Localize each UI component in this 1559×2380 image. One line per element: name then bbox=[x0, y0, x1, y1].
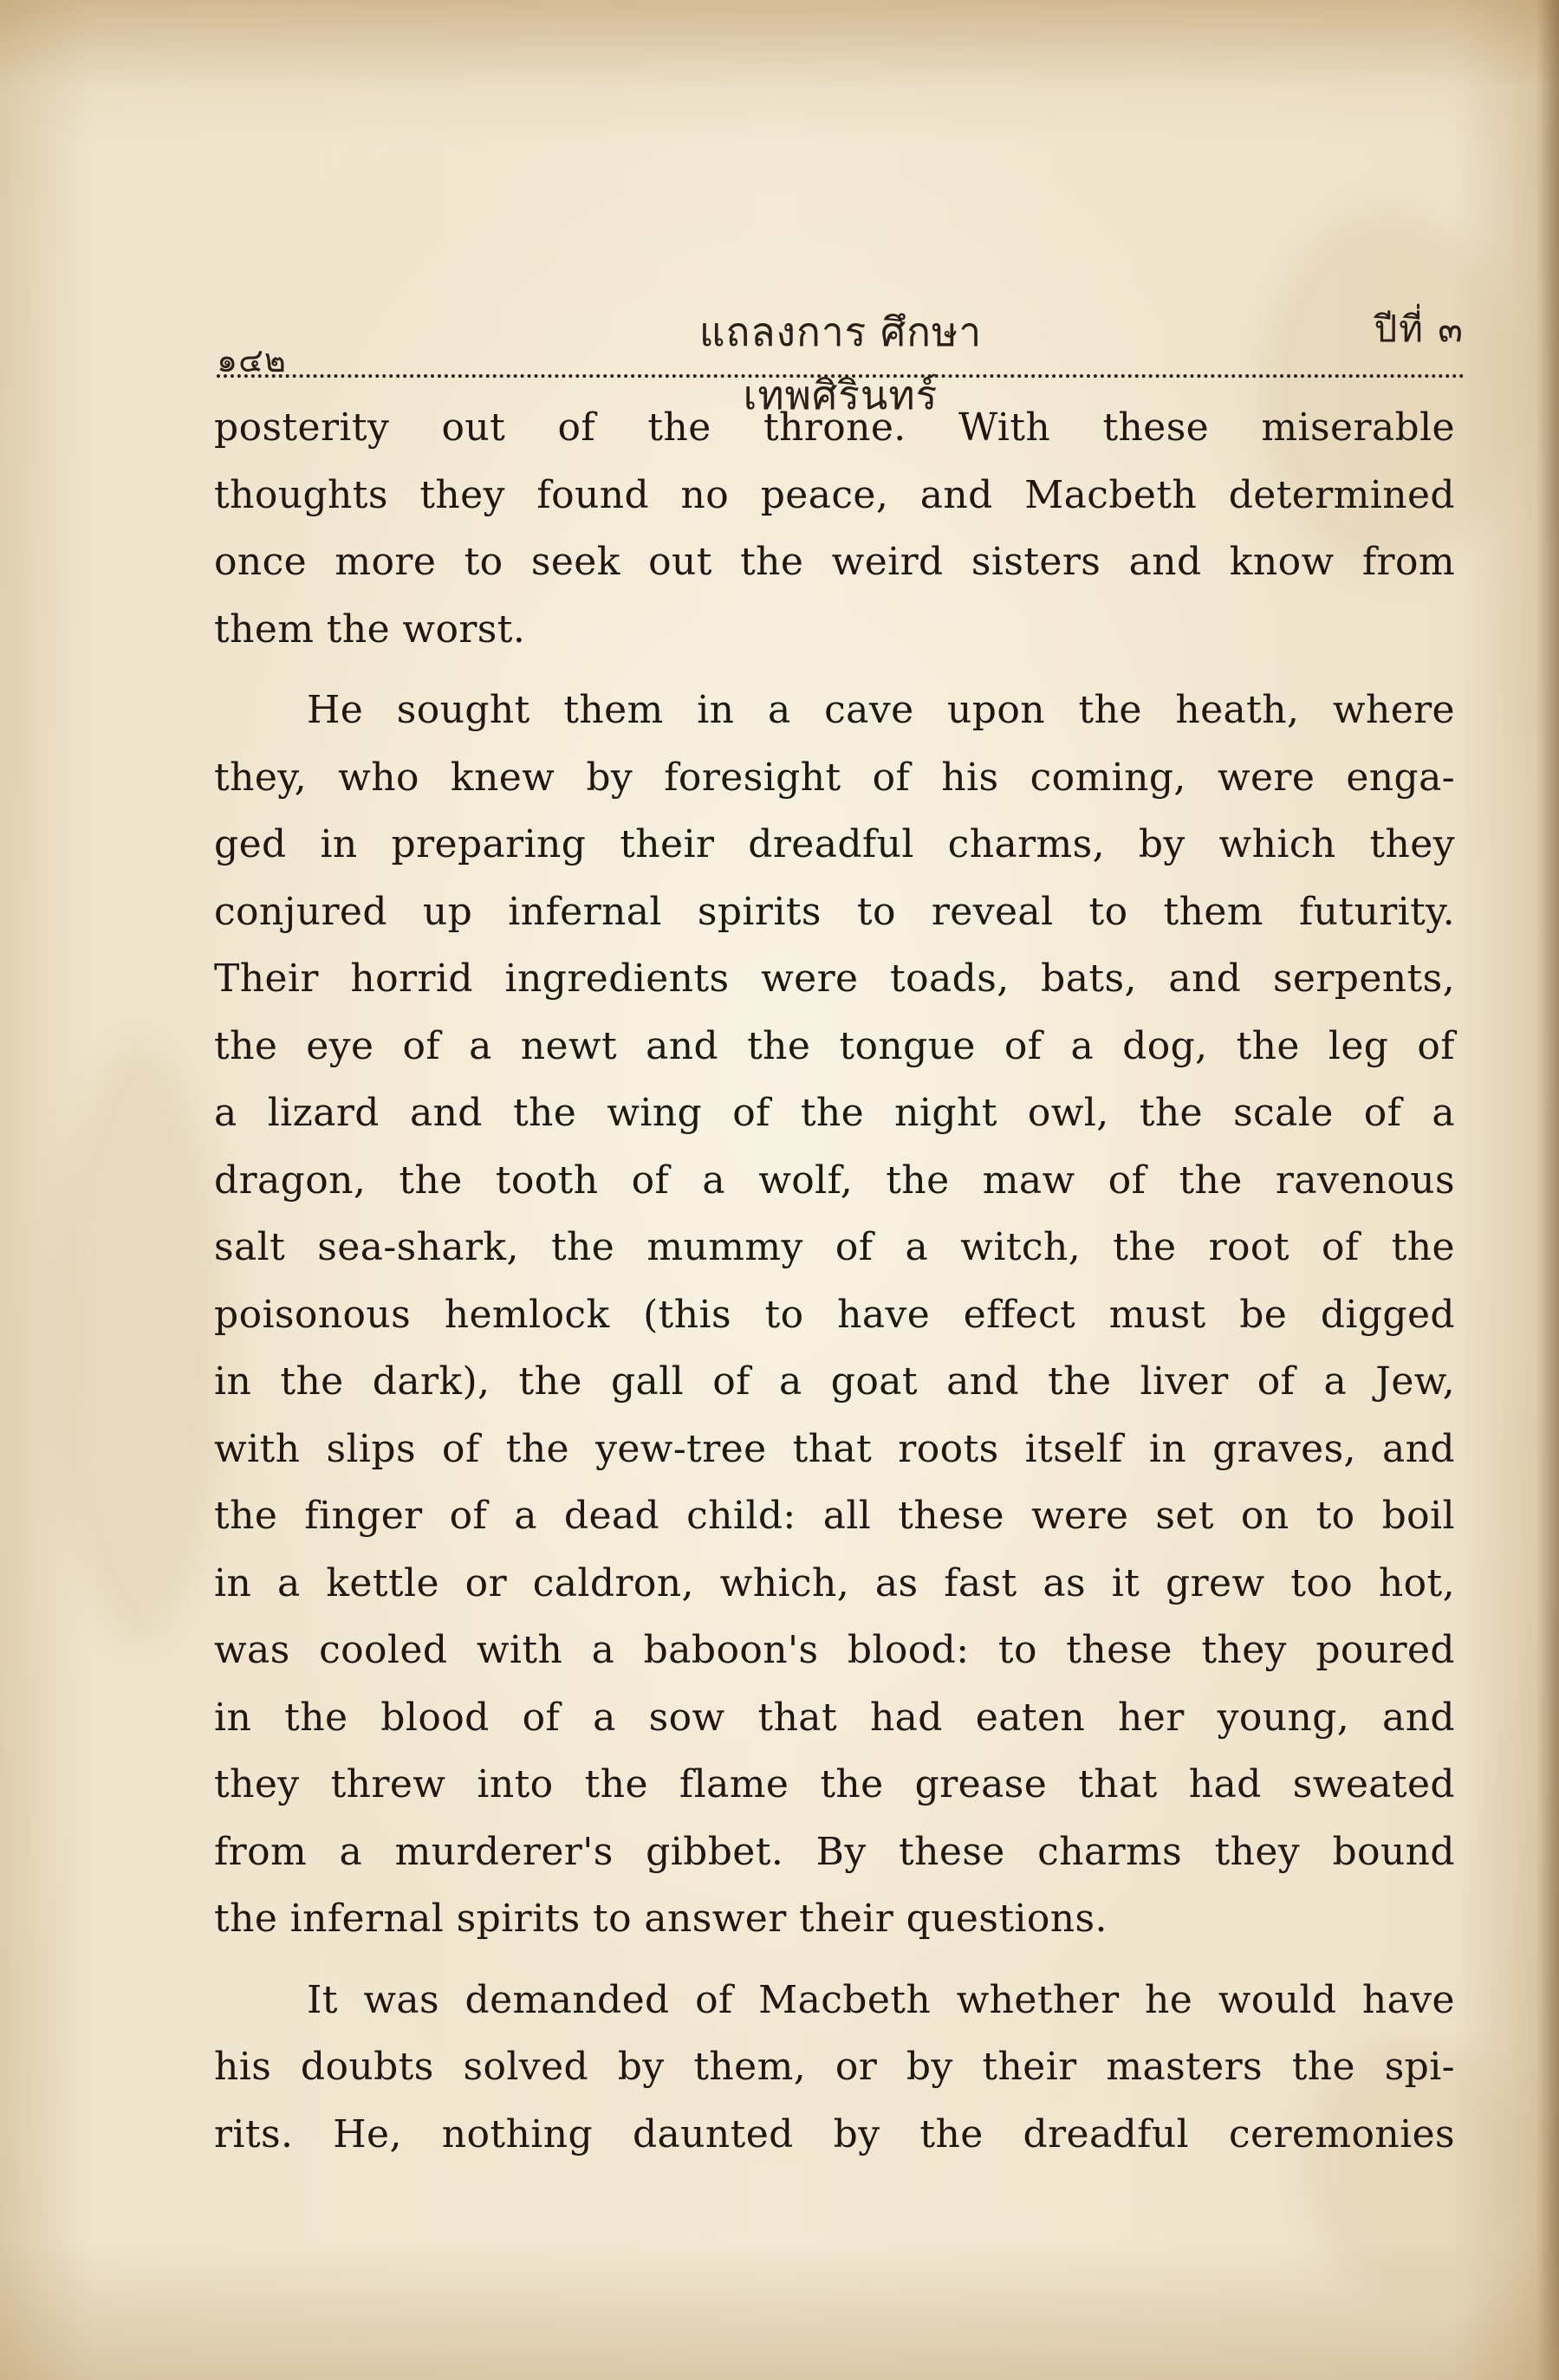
text-line: rits. He, nothing daunted by the dreadful ceremonies bbox=[214, 2111, 1455, 2156]
body-text bbox=[214, 394, 1455, 2168]
text-line: thoughts they found no peace, and Macbeth determined bbox=[214, 472, 1455, 517]
paragraph-gap bbox=[214, 663, 1455, 677]
text-line: He sought them in a cave upon the heath, where bbox=[307, 688, 1455, 732]
header-divider bbox=[217, 374, 1465, 378]
text-line: It was demanded of Macbeth whether he would have bbox=[307, 1977, 1455, 2022]
text-line: with slips of the yew-tree that roots itself in graves, and bbox=[214, 1426, 1455, 1471]
text-line: once more to seek out the weird sisters and know from bbox=[214, 540, 1455, 584]
text-line: posterity out of the throne. With these miserable bbox=[214, 405, 1455, 450]
text-line: them the worst. bbox=[214, 606, 526, 652]
text-line: the eye of a newt and the tongue of a dog, the leg of bbox=[214, 1023, 1455, 1068]
text-line: a lizard and the wing of the night owl, the scale of a bbox=[214, 1091, 1455, 1135]
text-line: was cooled with a baboon's blood: to these they poured bbox=[214, 1628, 1455, 1672]
text-line: the infernal spirits to answer their questions. bbox=[214, 1897, 1108, 1941]
text-line: in a kettle or caldron, which, as fast as it grew too hot, bbox=[214, 1560, 1455, 1605]
paper-stain bbox=[52, 1040, 225, 1646]
text-line: in the dark), the gall of a goat and the liver of a Jew, bbox=[214, 1359, 1455, 1404]
text-line: they threw into the flame the grease that had sweated bbox=[214, 1762, 1455, 1806]
page-number: ๑๔๒ bbox=[217, 341, 287, 379]
text-line: conjured up infernal spirits to reveal to them futurity. bbox=[214, 889, 1455, 934]
text-line: in the blood of a sow that had eaten her young, and bbox=[214, 1695, 1455, 1740]
paragraph bbox=[214, 1967, 1455, 2169]
text-line: ged in preparing their dreadful charms, by which they bbox=[214, 822, 1455, 866]
paragraph-gap bbox=[214, 1953, 1455, 1967]
text-line: the finger of a dead child: all these were set on to boil bbox=[214, 1494, 1455, 1538]
text-line: from a murderer's gibbet. By these charms they bound bbox=[214, 1829, 1455, 1874]
paragraph bbox=[214, 677, 1455, 1953]
page-edge bbox=[1536, 0, 1559, 2380]
text-line: they, who knew by foresight of his coming, were enga- bbox=[214, 755, 1455, 800]
text-line: dragon, the tooth of a wolf, the maw of the ravenous bbox=[214, 1158, 1455, 1203]
text-line: his doubts solved by them, or by their masters the spi- bbox=[214, 2045, 1455, 2089]
paragraph bbox=[214, 394, 1455, 663]
text-line: salt sea-shark, the mummy of a witch, the root of the bbox=[214, 1225, 1455, 1269]
publication-title: แถลงการ ศึกษา เทพศิรินทร์ bbox=[698, 308, 983, 418]
text-line: poisonous hemlock (this to have effect must be digged bbox=[214, 1292, 1455, 1337]
running-header bbox=[217, 282, 1465, 418]
volume-label: ปีที่ ๓ bbox=[1374, 308, 1465, 350]
text-line: Their horrid ingredients were toads, bats, and serpents, bbox=[214, 957, 1455, 1001]
